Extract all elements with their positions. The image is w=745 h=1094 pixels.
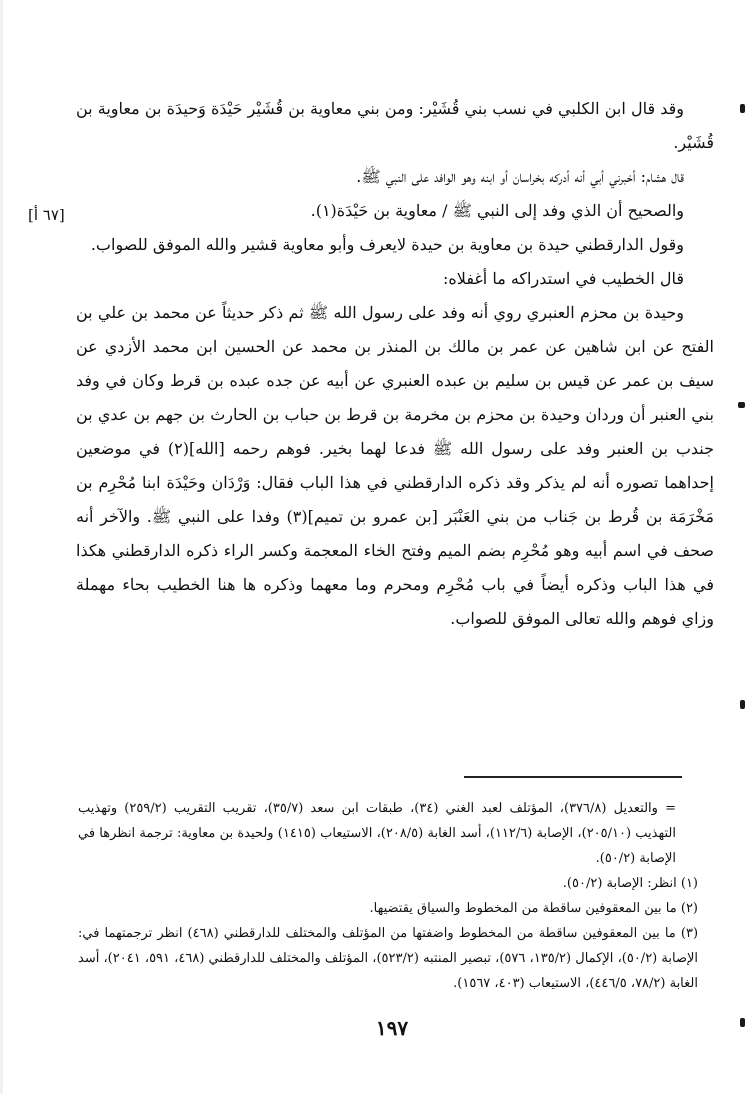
paragraph: قال هشام: أخبرني أبي أنه أدركه بخراسان أو ابنه وهو الوافد على النبي ﷺ.: [356, 167, 684, 186]
manuscript-folio-ref: [٦٧ أ]: [28, 206, 65, 224]
scan-mark: [740, 1018, 745, 1027]
paragraph: والصحيح أن الذي وفد إلى النبي ﷺ / معاوية بن حَيْدَة(١).: [310, 201, 684, 220]
scan-mark: [738, 402, 745, 408]
paragraph: وقد قال ابن الكلبي في نسب بني قُشَيْر: ومن بني معاوية بن قُشَيْر حَيْدَة وَحيدَة بن معاوية بن قُشَيْر.: [76, 99, 714, 152]
footnote-continuation: = والتعديل (٣٧٦/٨)، المؤتلف لعبد الغني (٣٤)، طبقات ابن سعد (٣٥/٧)، تقريب التقريب (٢٥٩/٢) وتهذيب التهذيب (٢٠٥/١٠)، الإصابة (١١٢/٦)، أسد الغابة (٢٠٨/٥)، الاستيعاب (١٤١٥) ولحيدة بن معاوية: ترجمة انظرها في الإصابة (٥٠/٢).: [78, 801, 676, 866]
paragraph: قال الخطيب في استدراكه ما أغفلاه:: [443, 269, 684, 288]
footnote-rule: [464, 776, 682, 778]
paragraph: وقول الدارقطني حيدة بن معاوية بن حيدة لايعرف وأبو معاوية قشير والله الموفق للصواب.: [90, 235, 684, 254]
footnote: (٢) ما بين المعقوفين ساقطة من المخطوط والسياق يقتضيها.: [369, 901, 698, 916]
footnote: (٣) ما بين المعقوفين ساقطة من المخطوط واضفتها من المؤتلف والمختلف للدارقطني (٤٦٨) انظر ترجمتهما في: الإصابة (٥٠/٢)، الإكمال (١٣٥/٢، ٥٧٦)، تبصير المنتبه (٥٢٣/٢)، المؤتلف والمختلف للدارقطني (٤٦٨، ٥٩١، ٢٠٤١)، أسد الغابة (٧٨/٢، ٤٤٦/٥)، الاستيعاب (٤٠٣، ١٥٦٧).: [78, 926, 699, 991]
page-number: ١٩٧: [375, 1016, 409, 1040]
footnote: (١) انظر: الإصابة (٥٠/٢).: [562, 876, 698, 891]
scan-mark: [740, 700, 745, 709]
paragraph: وحيدة بن محزم العنبري روي أنه وفد على رسول الله ﷺ ثم ذكر حديثاً عن محمد بن علي بن الفتح عن ابن شاهين عن عمر بن مالك بن المنذر بن محمد عن الحسين ابن محمد الأزدي عن سيف بن عمر عن قيس بن سليم بن عبده العنبري عن أبيه عن جده عبده بن قرط وكان في وفد بني العنبر أن وردان وحيدة بن محزم بن مخرمة بن قرط بن حباب بن الحارث بن جهم بن عدي بن جندب بن العنبر وفد على رسول الله ﷺ فدعا لهما بخير. فوهم رحمه [الله](٢) في موضعين إحداهما تصوره أنه لم يذكر وقد ذكره الدارقطني في هذا الباب فقال: وَرْدَان وحَيْدَة ابنا مُحْرِم بن مَخْرَمَة بن قُرط بن جَناب من بني العَنْبَر [بن عمرو بن تميم](٣) وفدا على النبي ﷺ. والآخر أنه صحف في اسم أبيه وهو مُحْرِم بضم الميم وفتح الخاء المعجمة وكسر الراء ذكره الدارقطني هكذا في هذا الباب وذكره أيضاً في باب مُحْرِم ومحرم وما معهما وذكره ها هنا الخطيب بحاء مهملة وزاي فوهم والله تعالى الموفق للصواب.: [76, 303, 715, 628]
footnotes: [78, 796, 698, 996]
scan-mark: [740, 104, 745, 113]
main-text: [76, 92, 714, 636]
